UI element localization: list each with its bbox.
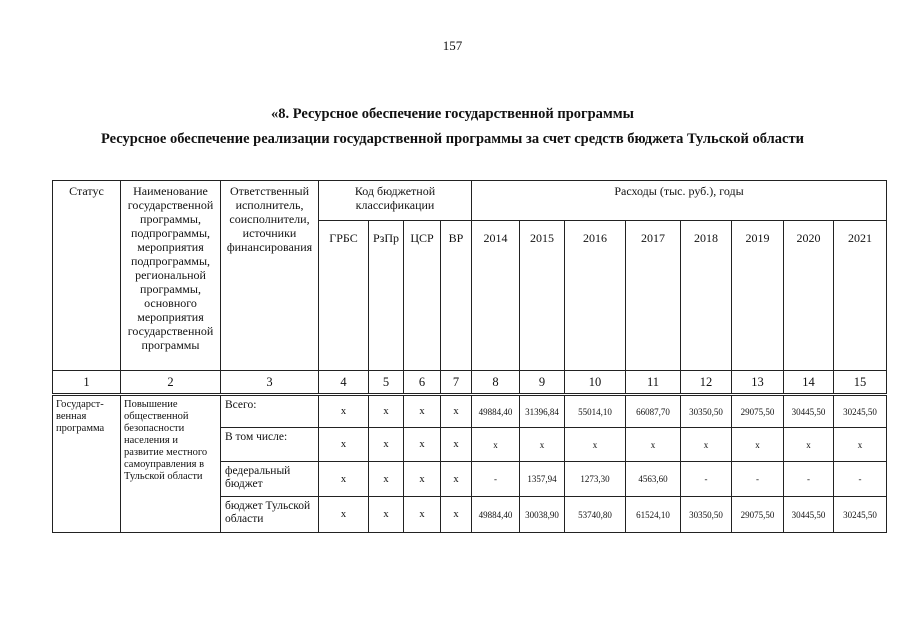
column-number: 8 xyxy=(472,371,520,395)
expense-cell: 4563,60 xyxy=(626,462,681,497)
table-title: Ресурсное обеспечение реализации государственной программы за счет средств бюджета Тульской области xyxy=(101,131,804,147)
program-name: Повышение общественной безопасности населения и развитие местного самоуправления в Тульской области xyxy=(121,395,221,533)
expense-cell: x xyxy=(681,428,732,462)
column-number: 14 xyxy=(784,371,834,395)
header-year: 2018 xyxy=(681,221,732,371)
expense-cell: 30038,90 xyxy=(520,497,565,533)
expense-cell: - xyxy=(681,462,732,497)
expense-cell: 29075,50 xyxy=(732,395,784,428)
expense-cell: 30245,50 xyxy=(834,395,887,428)
expense-cell: 30350,50 xyxy=(681,497,732,533)
budget-code-cell: x xyxy=(319,462,369,497)
header-expenses: Расходы (тыс. руб.), годы xyxy=(472,181,887,221)
expense-cell: x xyxy=(626,428,681,462)
header-year: 2014 xyxy=(472,221,520,371)
budget-code-cell: x xyxy=(404,497,441,533)
budget-code-cell: x xyxy=(369,428,404,462)
expense-cell: 61524,10 xyxy=(626,497,681,533)
expense-cell: 55014,10 xyxy=(565,395,626,428)
expense-cell: x xyxy=(834,428,887,462)
expense-cell: 66087,70 xyxy=(626,395,681,428)
budget-code-cell: x xyxy=(441,497,472,533)
budget-code-cell: x xyxy=(441,428,472,462)
column-number: 6 xyxy=(404,371,441,395)
header-name: Наименование государственной программы, подпрограммы, мероприятия подпрограммы, региональной программы, основного мероприятия государственной программы xyxy=(121,181,221,371)
header-year: 2016 xyxy=(565,221,626,371)
header-code: ВР xyxy=(441,221,472,371)
header-year: 2021 xyxy=(834,221,887,371)
expense-cell: x xyxy=(472,428,520,462)
funding-source: Всего: xyxy=(221,395,319,428)
budget-code-cell: x xyxy=(441,395,472,428)
expense-cell: x xyxy=(732,428,784,462)
resource-table xyxy=(52,180,887,533)
header-year: 2017 xyxy=(626,221,681,371)
expense-cell: - xyxy=(732,462,784,497)
table-row xyxy=(53,395,887,428)
header-code: РзПр xyxy=(369,221,404,371)
column-number: 5 xyxy=(369,371,404,395)
expense-cell: 30445,50 xyxy=(784,497,834,533)
expense-cell: x xyxy=(565,428,626,462)
budget-code-cell: x xyxy=(404,395,441,428)
header-year: 2019 xyxy=(732,221,784,371)
expense-cell: 30350,50 xyxy=(681,395,732,428)
expense-cell: - xyxy=(784,462,834,497)
budget-code-cell: x xyxy=(319,428,369,462)
header-code: ГРБС xyxy=(319,221,369,371)
expense-cell: - xyxy=(834,462,887,497)
header-year: 2015 xyxy=(520,221,565,371)
column-number: 1 xyxy=(53,371,121,395)
column-number: 12 xyxy=(681,371,732,395)
program-status: Государст-венная программа xyxy=(53,395,121,533)
expense-cell: x xyxy=(784,428,834,462)
header-budget-code: Код бюджетной классификации xyxy=(319,181,472,221)
column-number: 9 xyxy=(520,371,565,395)
expense-cell: 53740,80 xyxy=(565,497,626,533)
budget-code-cell: x xyxy=(441,462,472,497)
expense-cell: 49884,40 xyxy=(472,497,520,533)
expense-cell: 30445,50 xyxy=(784,395,834,428)
expense-cell: 29075,50 xyxy=(732,497,784,533)
expense-cell: x xyxy=(520,428,565,462)
expense-cell: 1273,30 xyxy=(565,462,626,497)
budget-code-cell: x xyxy=(369,497,404,533)
column-number: 7 xyxy=(441,371,472,395)
header-executor: Ответственный исполнитель, соисполнители, источники финансирования xyxy=(221,181,319,371)
budget-code-cell: x xyxy=(319,497,369,533)
column-number: 15 xyxy=(834,371,887,395)
expense-cell: 49884,40 xyxy=(472,395,520,428)
expense-cell: 1357,94 xyxy=(520,462,565,497)
funding-source: В том числе: xyxy=(221,428,319,462)
column-number: 11 xyxy=(626,371,681,395)
header-year: 2020 xyxy=(784,221,834,371)
column-number: 10 xyxy=(565,371,626,395)
column-number: 4 xyxy=(319,371,369,395)
funding-source: федеральный бюджет xyxy=(221,462,319,497)
budget-code-cell: x xyxy=(404,428,441,462)
budget-code-cell: x xyxy=(319,395,369,428)
column-number: 13 xyxy=(732,371,784,395)
page-number: 157 xyxy=(442,38,463,53)
section-title: «8. Ресурсное обеспечение государственной программы xyxy=(271,106,634,122)
expense-cell: - xyxy=(472,462,520,497)
header-status: Статус xyxy=(53,181,121,371)
column-number-row xyxy=(53,371,887,395)
expense-cell: 30245,50 xyxy=(834,497,887,533)
column-number: 2 xyxy=(121,371,221,395)
budget-code-cell: x xyxy=(369,462,404,497)
column-number: 3 xyxy=(221,371,319,395)
budget-code-cell: x xyxy=(369,395,404,428)
expense-cell: 31396,84 xyxy=(520,395,565,428)
funding-source: бюджет Тульской области xyxy=(221,497,319,533)
header-code: ЦСР xyxy=(404,221,441,371)
budget-code-cell: x xyxy=(404,462,441,497)
